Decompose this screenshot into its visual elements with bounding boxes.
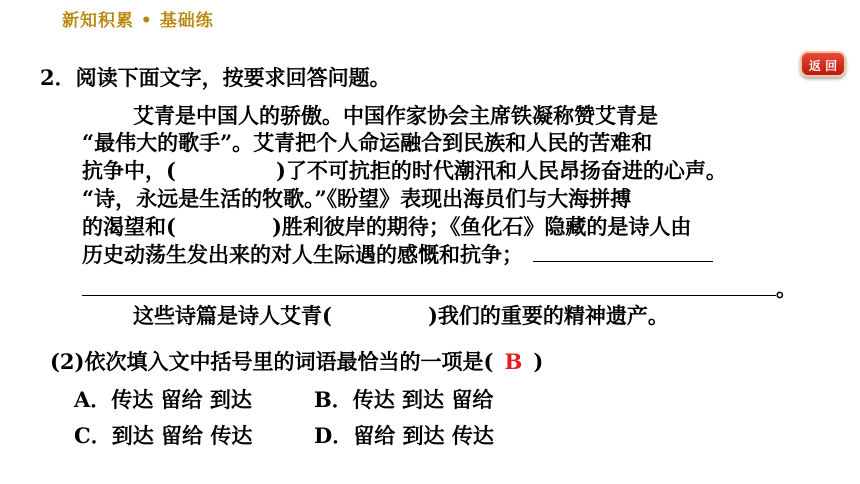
passage-line-5-end: )胜利彼岸的期待；《鱼化石》隐藏的是诗人由: [271, 214, 692, 239]
answer-letter: B: [504, 349, 523, 374]
passage-line-3-start: 抗争中，(: [82, 158, 176, 183]
passage-line-5-start: 的渴望和(: [82, 214, 176, 239]
answer-underline-1: [533, 241, 713, 262]
passage-line-7: [82, 275, 797, 303]
option-c: C．到达 留给 传达: [74, 423, 253, 448]
passage-line-7-end: 。: [776, 276, 797, 301]
option-d: D．留给 到达 传达: [314, 423, 494, 448]
passage-line-8-start: 这些诗篇是诗人艾青(: [133, 303, 332, 328]
option-b: B．传达 到达 留给: [314, 387, 494, 412]
back-button[interactable]: 返 回: [800, 51, 846, 77]
passage-line-6-text: 历史动荡生发出来的对人生际遇的感慨和抗争；: [82, 242, 523, 267]
question-number: 2．阅读下面文字，按要求回答问题。: [40, 65, 391, 90]
passage-line-5: [82, 213, 691, 241]
passage-line-3: [82, 157, 727, 185]
answer-underline-2: [82, 275, 776, 296]
passage-line-8: [133, 302, 669, 330]
passage-line-4: “诗，永远是生活的牧歌。”《盼望》表现出海员们与大海拼搏: [82, 186, 632, 211]
passage-line-3-end: )了不可抗拒的时代潮汛和人民昂扬奋进的心声。: [275, 158, 727, 183]
sub-question: [50, 348, 543, 376]
passage-line-6: [82, 241, 713, 269]
option-a: A．传达 留给 到达: [74, 387, 252, 412]
sub-question-close: ): [533, 349, 544, 374]
passage-line-2: “最伟大的歌手”。艾青把个人命运融合到民族和人民的苦难和: [82, 130, 653, 155]
sub-question-prompt: (2)依次填入文中括号里的词语最恰当的一项是(: [50, 349, 494, 374]
passage-line-1: 艾青是中国人的骄傲。中国作家协会主席铁凝称赞艾青是: [133, 103, 658, 128]
passage-line-8-end: )我们的重要的精神遗产。: [427, 303, 669, 328]
section-title: 新知积累 • 基础练: [62, 11, 214, 31]
